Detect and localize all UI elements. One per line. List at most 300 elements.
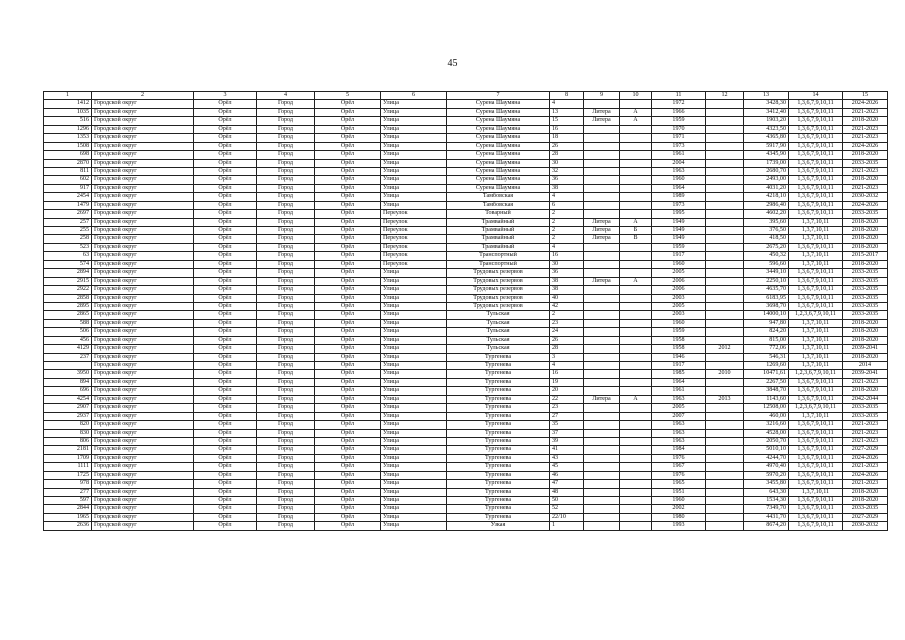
cell-letter xyxy=(620,159,652,167)
cell-area: 4345,90 xyxy=(744,151,789,159)
cell-id xyxy=(44,362,92,370)
cell-period: 2018-2020 xyxy=(843,235,888,243)
cell-id: 2870 xyxy=(44,159,92,167)
cell-work-types: 1,3,6,7,9,10,11 xyxy=(789,497,843,505)
cell-municipality-type: Городской округ xyxy=(92,269,194,277)
cell-street-type: Переулок xyxy=(381,218,447,226)
cell-settlement-type: Город xyxy=(257,454,315,462)
cell-id: 506 xyxy=(44,328,92,336)
cell-year-commissioned xyxy=(706,176,744,184)
cell-settlement-type: Город xyxy=(257,243,315,251)
cell-house-number: 2 xyxy=(550,227,584,235)
cell-municipality: Орёл xyxy=(194,505,257,513)
cell-settlement: Орёл xyxy=(315,151,381,159)
cell-id: 3950 xyxy=(44,370,92,378)
cell-id: 2907 xyxy=(44,404,92,412)
cell-municipality-type: Городской округ xyxy=(92,227,194,235)
table-row xyxy=(44,167,888,175)
cell-settlement: Орёл xyxy=(315,269,381,277)
cell-year-built: 1972 xyxy=(652,100,706,108)
cell-house-number: 23 xyxy=(550,319,584,327)
cell-work-types: 1,2,3,6,7,9,10,11 xyxy=(789,370,843,378)
cell-letter xyxy=(620,336,652,344)
cell-house-number: 40 xyxy=(550,294,584,302)
cell-house-number: 41 xyxy=(550,446,584,454)
cell-work-types: 1,3,6,7,9,10,11 xyxy=(789,167,843,175)
cell-letter-label xyxy=(584,260,620,268)
cell-municipality: Орёл xyxy=(194,176,257,184)
cell-letter xyxy=(620,167,652,175)
cell-settlement-type: Город xyxy=(257,260,315,268)
cell-street-type: Переулок xyxy=(381,260,447,268)
cell-year-commissioned xyxy=(706,488,744,496)
cell-letter xyxy=(620,302,652,310)
cell-street-type: Улица xyxy=(381,159,447,167)
cell-year-commissioned xyxy=(706,210,744,218)
cell-municipality: Орёл xyxy=(194,100,257,108)
cell-year-built: 1963 xyxy=(652,395,706,403)
cell-year-commissioned xyxy=(706,505,744,513)
cell-municipality-type: Городской округ xyxy=(92,336,194,344)
cell-period: 2033-2035 xyxy=(843,404,888,412)
cell-year-built: 1967 xyxy=(652,463,706,471)
cell-street: Тургенева xyxy=(447,505,550,513)
cell-house-number: 37 xyxy=(550,429,584,437)
cell-letter-label xyxy=(584,210,620,218)
cell-street-type: Улица xyxy=(381,513,447,521)
table-row xyxy=(44,488,888,496)
cell-settlement: Орёл xyxy=(315,345,381,353)
cell-period: 2021-2023 xyxy=(843,125,888,133)
cell-work-types: 1,3,6,7,9,10,11 xyxy=(789,100,843,108)
cell-period: 2033-2035 xyxy=(843,505,888,513)
cell-period: 2018-2020 xyxy=(843,117,888,125)
cell-house-number: 4 xyxy=(550,100,584,108)
cell-settlement-type: Город xyxy=(257,370,315,378)
cell-work-types: 1,3,6,7,9,10,11 xyxy=(789,108,843,116)
cell-period: 2018-2020 xyxy=(843,336,888,344)
cell-year-built: 1958 xyxy=(652,336,706,344)
cell-work-types: 1,3,6,7,9,10,11 xyxy=(789,513,843,521)
cell-area: 3698,70 xyxy=(744,302,789,310)
table-row xyxy=(44,522,888,530)
cell-year-commissioned xyxy=(706,218,744,226)
cell-year-commissioned xyxy=(706,227,744,235)
cell-work-types: 1,3,7,10,11 xyxy=(789,328,843,336)
cell-municipality: Орёл xyxy=(194,260,257,268)
cell-year-built: 1984 xyxy=(652,446,706,454)
cell-house-number: 19 xyxy=(550,378,584,386)
cell-id: 2922 xyxy=(44,286,92,294)
cell-letter-label: Литера xyxy=(584,117,620,125)
cell-work-types: 1,3,6,7,9,10,11 xyxy=(789,117,843,125)
cell-work-types: 1,3,6,7,9,10,11 xyxy=(789,269,843,277)
cell-id: 2844 xyxy=(44,505,92,513)
cell-period: 2021-2023 xyxy=(843,421,888,429)
table-body xyxy=(44,100,888,530)
cell-letter: В xyxy=(620,235,652,243)
cell-letter-label xyxy=(584,505,620,513)
cell-year-commissioned xyxy=(706,471,744,479)
cell-year-commissioned xyxy=(706,302,744,310)
cell-period: 2018-2020 xyxy=(843,176,888,184)
cell-municipality-type: Городской округ xyxy=(92,378,194,386)
cell-period: 2015-2017 xyxy=(843,252,888,260)
table-row xyxy=(44,184,888,192)
cell-id: 2697 xyxy=(44,210,92,218)
cell-period: 2018-2020 xyxy=(843,319,888,327)
table-row xyxy=(44,243,888,251)
cell-street: Тургенева xyxy=(447,362,550,370)
cell-year-commissioned xyxy=(706,100,744,108)
cell-house-number: 18 xyxy=(550,134,584,142)
cell-street: Сурена Шаумяна xyxy=(447,134,550,142)
cell-municipality-type: Городской округ xyxy=(92,446,194,454)
cell-street: Трудовых резервов xyxy=(447,302,550,310)
table-row xyxy=(44,260,888,268)
cell-street-type: Улица xyxy=(381,429,447,437)
cell-letter-label xyxy=(584,387,620,395)
cell-letter xyxy=(620,125,652,133)
cell-municipality-type: Городской округ xyxy=(92,235,194,243)
cell-street: Сурена Шаумяна xyxy=(447,142,550,150)
cell-year-commissioned xyxy=(706,513,744,521)
cell-municipality: Орёл xyxy=(194,286,257,294)
cell-settlement-type: Город xyxy=(257,159,315,167)
cell-street: Тургенева xyxy=(447,488,550,496)
cell-settlement: Орёл xyxy=(315,513,381,521)
cell-area: 2267,50 xyxy=(744,378,789,386)
cell-street-type: Улица xyxy=(381,167,447,175)
cell-municipality: Орёл xyxy=(194,243,257,251)
cell-house-number: 2 xyxy=(550,235,584,243)
cell-year-built: 1973 xyxy=(652,201,706,209)
cell-house-number: 28 xyxy=(550,345,584,353)
table-row xyxy=(44,277,888,285)
cell-municipality: Орёл xyxy=(194,404,257,412)
cell-house-number: 32 xyxy=(550,167,584,175)
cell-street: Тургенева xyxy=(447,480,550,488)
cell-street: Тургенева xyxy=(447,412,550,420)
cell-period: 2021-2023 xyxy=(843,134,888,142)
table-row xyxy=(44,497,888,505)
cell-municipality-type: Городской округ xyxy=(92,294,194,302)
cell-street-type: Улица xyxy=(381,328,447,336)
cell-municipality-type: Городской округ xyxy=(92,497,194,505)
cell-area: 3449,10 xyxy=(744,269,789,277)
cell-year-built: 1966 xyxy=(652,108,706,116)
cell-letter xyxy=(620,370,652,378)
cell-street: Трудовых резервов xyxy=(447,286,550,294)
cell-work-types: 1,3,6,7,9,10,11 xyxy=(789,463,843,471)
cell-letter xyxy=(620,480,652,488)
table-row xyxy=(44,404,888,412)
table-row xyxy=(44,505,888,513)
cell-settlement: Орёл xyxy=(315,286,381,294)
cell-period: 2024-2026 xyxy=(843,142,888,150)
cell-street: Тульская xyxy=(447,319,550,327)
cell-settlement: Орёл xyxy=(315,429,381,437)
cell-letter-label: Литера xyxy=(584,395,620,403)
cell-year-commissioned xyxy=(706,252,744,260)
cell-area: 4431,70 xyxy=(744,513,789,521)
cell-year-commissioned xyxy=(706,480,744,488)
cell-work-types: 1,3,7,10,11 xyxy=(789,336,843,344)
cell-street: Узкая xyxy=(447,522,550,530)
cell-year-commissioned xyxy=(706,437,744,445)
cell-municipality: Орёл xyxy=(194,471,257,479)
cell-settlement-type: Город xyxy=(257,108,315,116)
cell-street: Тургенева xyxy=(447,378,550,386)
cell-year-built: 2005 xyxy=(652,302,706,310)
cell-street-type: Улица xyxy=(381,522,447,530)
cell-id: 2915 xyxy=(44,277,92,285)
cell-id: 978 xyxy=(44,480,92,488)
cell-area: 4602,20 xyxy=(744,210,789,218)
cell-municipality-type: Городской округ xyxy=(92,302,194,310)
cell-letter-label: Литера xyxy=(584,218,620,226)
cell-area: 1269,60 xyxy=(744,362,789,370)
table-row xyxy=(44,218,888,226)
cell-work-types: 1,3,6,7,9,10,11 xyxy=(789,159,843,167)
cell-municipality-type: Городской округ xyxy=(92,151,194,159)
cell-letter xyxy=(620,319,652,327)
cell-street: Тульская xyxy=(447,328,550,336)
cell-settlement-type: Город xyxy=(257,395,315,403)
cell-work-types: 1,3,7,10,11 xyxy=(789,362,843,370)
cell-settlement: Орёл xyxy=(315,454,381,462)
cell-year-built: 1917 xyxy=(652,362,706,370)
cell-area: 3216,60 xyxy=(744,421,789,429)
cell-street: Тургенева xyxy=(447,387,550,395)
cell-id: 1965 xyxy=(44,513,92,521)
cell-letter-label xyxy=(584,437,620,445)
cell-year-built: 1964 xyxy=(652,378,706,386)
table-row xyxy=(44,480,888,488)
cell-street-type: Улица xyxy=(381,387,447,395)
cell-year-built: 2004 xyxy=(652,159,706,167)
cell-year-built: 2006 xyxy=(652,286,706,294)
cell-street-type: Улица xyxy=(381,454,447,462)
cell-street: Трамвайный xyxy=(447,227,550,235)
cell-street: Трудовых резервов xyxy=(447,294,550,302)
cell-id: 2865 xyxy=(44,311,92,319)
cell-year-commissioned xyxy=(706,522,744,530)
cell-year-built: 1989 xyxy=(652,193,706,201)
cell-letter-label xyxy=(584,522,620,530)
cell-settlement: Орёл xyxy=(315,142,381,150)
column-header-4: 4 xyxy=(257,92,315,100)
cell-id: 588 xyxy=(44,319,92,327)
cell-street: Тургенева xyxy=(447,370,550,378)
table-row xyxy=(44,370,888,378)
cell-municipality-type: Городской округ xyxy=(92,505,194,513)
cell-id: 2894 xyxy=(44,269,92,277)
cell-street-type: Улица xyxy=(381,176,447,184)
cell-municipality: Орёл xyxy=(194,429,257,437)
table-row xyxy=(44,387,888,395)
cell-municipality-type: Городской округ xyxy=(92,117,194,125)
cell-house-number: 23 xyxy=(550,404,584,412)
cell-settlement-type: Город xyxy=(257,210,315,218)
cell-street: Трудовых резервов xyxy=(447,277,550,285)
cell-id: 4129 xyxy=(44,345,92,353)
cell-municipality: Орёл xyxy=(194,117,257,125)
cell-street-type: Переулок xyxy=(381,252,447,260)
cell-settlement-type: Город xyxy=(257,117,315,125)
cell-house-number: 2 xyxy=(550,210,584,218)
cell-letter-label xyxy=(584,201,620,209)
cell-year-built: 1946 xyxy=(652,353,706,361)
cell-year-commissioned xyxy=(706,328,744,336)
cell-letter-label xyxy=(584,125,620,133)
cell-period: 2018-2020 xyxy=(843,227,888,235)
cell-settlement-type: Город xyxy=(257,134,315,142)
cell-period: 2024-2026 xyxy=(843,454,888,462)
cell-period: 2024-2026 xyxy=(843,471,888,479)
cell-period: 2018-2020 xyxy=(843,260,888,268)
cell-year-built: 1959 xyxy=(652,328,706,336)
cell-area: 450,32 xyxy=(744,252,789,260)
cell-municipality: Орёл xyxy=(194,142,257,150)
cell-street: Трудовых резервов xyxy=(447,269,550,277)
cell-municipality: Орёл xyxy=(194,454,257,462)
cell-area: 2050,70 xyxy=(744,437,789,445)
cell-municipality: Орёл xyxy=(194,277,257,285)
cell-letter xyxy=(620,454,652,462)
cell-letter-label xyxy=(584,480,620,488)
cell-id: 917 xyxy=(44,184,92,192)
cell-letter-label xyxy=(584,294,620,302)
cell-year-commissioned xyxy=(706,463,744,471)
cell-settlement-type: Город xyxy=(257,429,315,437)
cell-work-types: 1,3,6,7,9,10,11 xyxy=(789,243,843,251)
cell-id: 1296 xyxy=(44,125,92,133)
cell-letter-label xyxy=(584,471,620,479)
cell-street-type: Улица xyxy=(381,497,447,505)
cell-work-types: 1,3,7,10,11 xyxy=(789,345,843,353)
cell-municipality-type: Городской округ xyxy=(92,134,194,142)
cell-settlement: Орёл xyxy=(315,201,381,209)
cell-settlement-type: Город xyxy=(257,421,315,429)
cell-house-number: 22/10 xyxy=(550,513,584,521)
cell-street: Тургенева xyxy=(447,429,550,437)
cell-municipality: Орёл xyxy=(194,252,257,260)
cell-year-commissioned xyxy=(706,260,744,268)
cell-street: Сурена Шаумяна xyxy=(447,151,550,159)
cell-letter-label xyxy=(584,336,620,344)
cell-year-commissioned xyxy=(706,497,744,505)
table-row xyxy=(44,125,888,133)
cell-house-number: 38 xyxy=(550,286,584,294)
cell-municipality-type: Городской округ xyxy=(92,404,194,412)
cell-letter-label xyxy=(584,311,620,319)
cell-period: 2039-2041 xyxy=(843,345,888,353)
cell-municipality: Орёл xyxy=(194,311,257,319)
cell-house-number: 6 xyxy=(550,201,584,209)
cell-municipality-type: Городской округ xyxy=(92,353,194,361)
cell-area: 5010,10 xyxy=(744,446,789,454)
column-header-15: 15 xyxy=(843,92,888,100)
cell-letter-label xyxy=(584,378,620,386)
cell-letter xyxy=(620,505,652,513)
header-row xyxy=(44,92,888,100)
cell-letter xyxy=(620,345,652,353)
cell-letter-label xyxy=(584,319,620,327)
cell-area: 3848,70 xyxy=(744,387,789,395)
cell-settlement: Орёл xyxy=(315,328,381,336)
cell-municipality: Орёл xyxy=(194,378,257,386)
cell-settlement-type: Город xyxy=(257,353,315,361)
page-number: 45 xyxy=(447,58,458,69)
cell-settlement: Орёл xyxy=(315,243,381,251)
cell-street-type: Улица xyxy=(381,117,447,125)
cell-year-commissioned xyxy=(706,142,744,150)
table-row xyxy=(44,159,888,167)
cell-area: 643,30 xyxy=(744,488,789,496)
cell-id: 1353 xyxy=(44,134,92,142)
cell-year-commissioned xyxy=(706,353,744,361)
cell-year-built: 1995 xyxy=(652,210,706,218)
cell-municipality-type: Городской округ xyxy=(92,277,194,285)
cell-street-type: Улица xyxy=(381,142,447,150)
cell-year-built: 1959 xyxy=(652,117,706,125)
cell-period: 2033-2035 xyxy=(843,294,888,302)
cell-year-built: 1963 xyxy=(652,429,706,437)
cell-letter: Б xyxy=(620,227,652,235)
cell-municipality: Орёл xyxy=(194,151,257,159)
cell-street-type: Улица xyxy=(381,345,447,353)
cell-settlement: Орёл xyxy=(315,488,381,496)
cell-letter-label xyxy=(584,345,620,353)
cell-area: 395,60 xyxy=(744,218,789,226)
cell-work-types: 1,3,6,7,9,10,11 xyxy=(789,193,843,201)
cell-street-type: Улица xyxy=(381,302,447,310)
table-row xyxy=(44,142,888,150)
cell-id: 1508 xyxy=(44,142,92,150)
cell-street-type: Улица xyxy=(381,125,447,133)
cell-period: 2018-2020 xyxy=(843,497,888,505)
cell-settlement: Орёл xyxy=(315,108,381,116)
cell-year-commissioned xyxy=(706,294,744,302)
cell-settlement: Орёл xyxy=(315,184,381,192)
cell-year-commissioned xyxy=(706,454,744,462)
cell-municipality: Орёл xyxy=(194,395,257,403)
cell-street: Тургенева xyxy=(447,404,550,412)
cell-year-commissioned xyxy=(706,184,744,192)
cell-municipality: Орёл xyxy=(194,446,257,454)
cell-municipality-type: Городской округ xyxy=(92,370,194,378)
column-header-5: 5 xyxy=(315,92,381,100)
cell-work-types: 1,3,6,7,9,10,11 xyxy=(789,395,843,403)
cell-house-number: 48 xyxy=(550,488,584,496)
cell-year-built: 1963 xyxy=(652,421,706,429)
cell-letter-label: Литера xyxy=(584,227,620,235)
cell-letter-label xyxy=(584,353,620,361)
cell-area: 1903,20 xyxy=(744,117,789,125)
cell-settlement-type: Город xyxy=(257,193,315,201)
cell-settlement-type: Город xyxy=(257,277,315,285)
cell-id: 1709 xyxy=(44,454,92,462)
cell-area: 2986,40 xyxy=(744,201,789,209)
cell-area: 4970,40 xyxy=(744,463,789,471)
cell-year-commissioned xyxy=(706,167,744,175)
column-header-1: 1 xyxy=(44,92,92,100)
cell-settlement-type: Город xyxy=(257,269,315,277)
cell-year-built: 1949 xyxy=(652,235,706,243)
cell-year-built: 2005 xyxy=(652,269,706,277)
cell-period: 2030-2032 xyxy=(843,193,888,201)
